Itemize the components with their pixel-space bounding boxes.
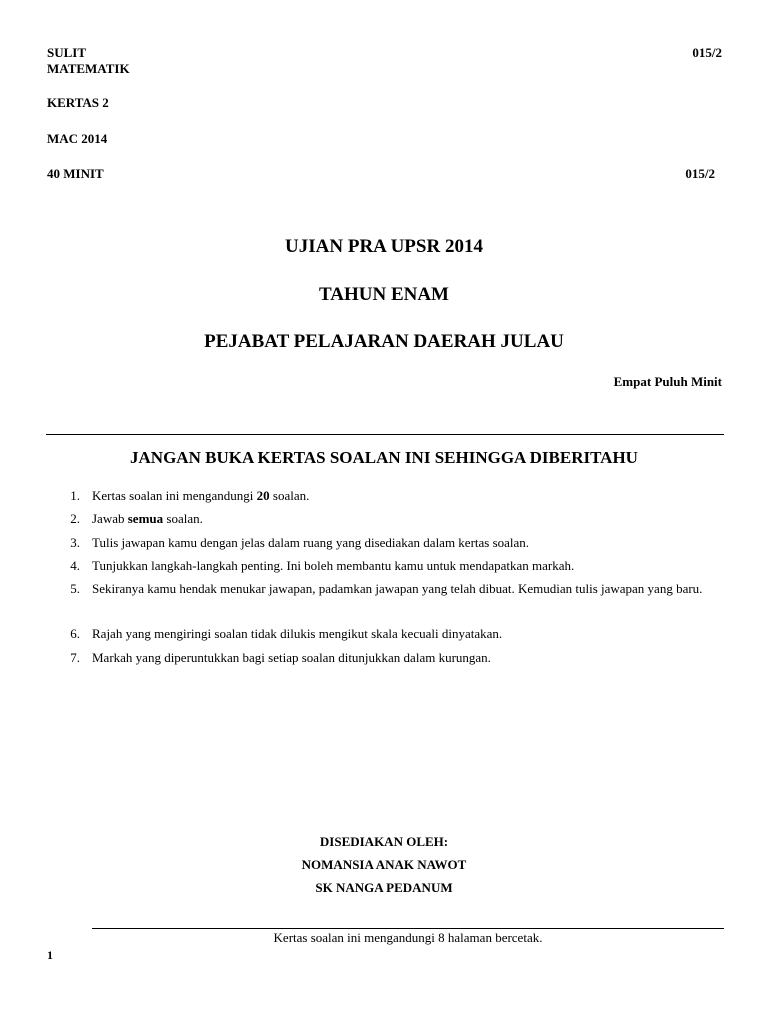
subject-label: MATEMATIK [47, 61, 130, 76]
list-item-text: Tunjukkan langkah-langkah penting. Ini boleh membantu kamu untuk mendapatkan markah. [92, 558, 575, 573]
divider-top [46, 434, 724, 435]
year-title: TAHUN ENAM [318, 284, 449, 305]
list-item-text: Tulis jawapan kamu dengan jelas dalam ruang yang disediakan dalam kertas soalan. [92, 535, 530, 550]
list-item-number: 1. [70, 488, 80, 503]
list-item-number: 5. [70, 581, 80, 596]
paper-code-mid: 015/2 [685, 166, 715, 181]
date-label: MAC 2014 [47, 131, 108, 146]
warning-heading: JANGAN BUKA KERTAS SOALAN INI SEHINGGA DIBERITAHU [130, 448, 638, 467]
preparer-name: NOMANSIA ANAK NAWOT [301, 857, 467, 872]
exam-title: UJIAN PRA UPSR 2014 [285, 236, 483, 257]
duration-label: 40 MINIT [47, 166, 104, 181]
duration-words: Empat Puluh Minit [613, 374, 722, 389]
page-number: 1 [47, 948, 53, 962]
list-item-text: Sekiranya kamu hendak menukar jawapan, padamkan jawapan yang telah dibuat. Kemudian tulis jawapan yang baru. [92, 581, 703, 596]
paper-label: KERTAS 2 [47, 95, 109, 110]
list-item-number: 2. [70, 511, 80, 526]
list-item-number: 6. [70, 626, 80, 641]
divider-bottom [92, 928, 724, 929]
prepared-by-label: DISEDIAKAN OLEH: [319, 834, 449, 849]
sulit-label: SULIT [47, 45, 87, 60]
list-item-number: 4. [70, 558, 80, 573]
list-item-number: 3. [70, 535, 80, 550]
list-item-text: Rajah yang mengiringi soalan tidak dilukis mengikut skala kecuali dinyatakan. [92, 626, 503, 641]
school-name: SK NANGA PEDANUM [315, 880, 453, 895]
office-title: PEJABAT PELAJARAN DAERAH JULAU [204, 331, 564, 352]
paper-code-top: 015/2 [692, 45, 722, 60]
pages-note: Kertas soalan ini mengandungi 8 halaman bercetak. [273, 930, 543, 945]
list-item-text: Kertas soalan ini mengandungi 20 soalan. [92, 488, 310, 503]
list-item-number: 7. [70, 650, 80, 665]
list-item-text: Jawab semua soalan. [92, 511, 203, 526]
list-item-text: Markah yang diperuntukkan bagi setiap soalan ditunjukkan dalam kurungan. [92, 650, 491, 665]
